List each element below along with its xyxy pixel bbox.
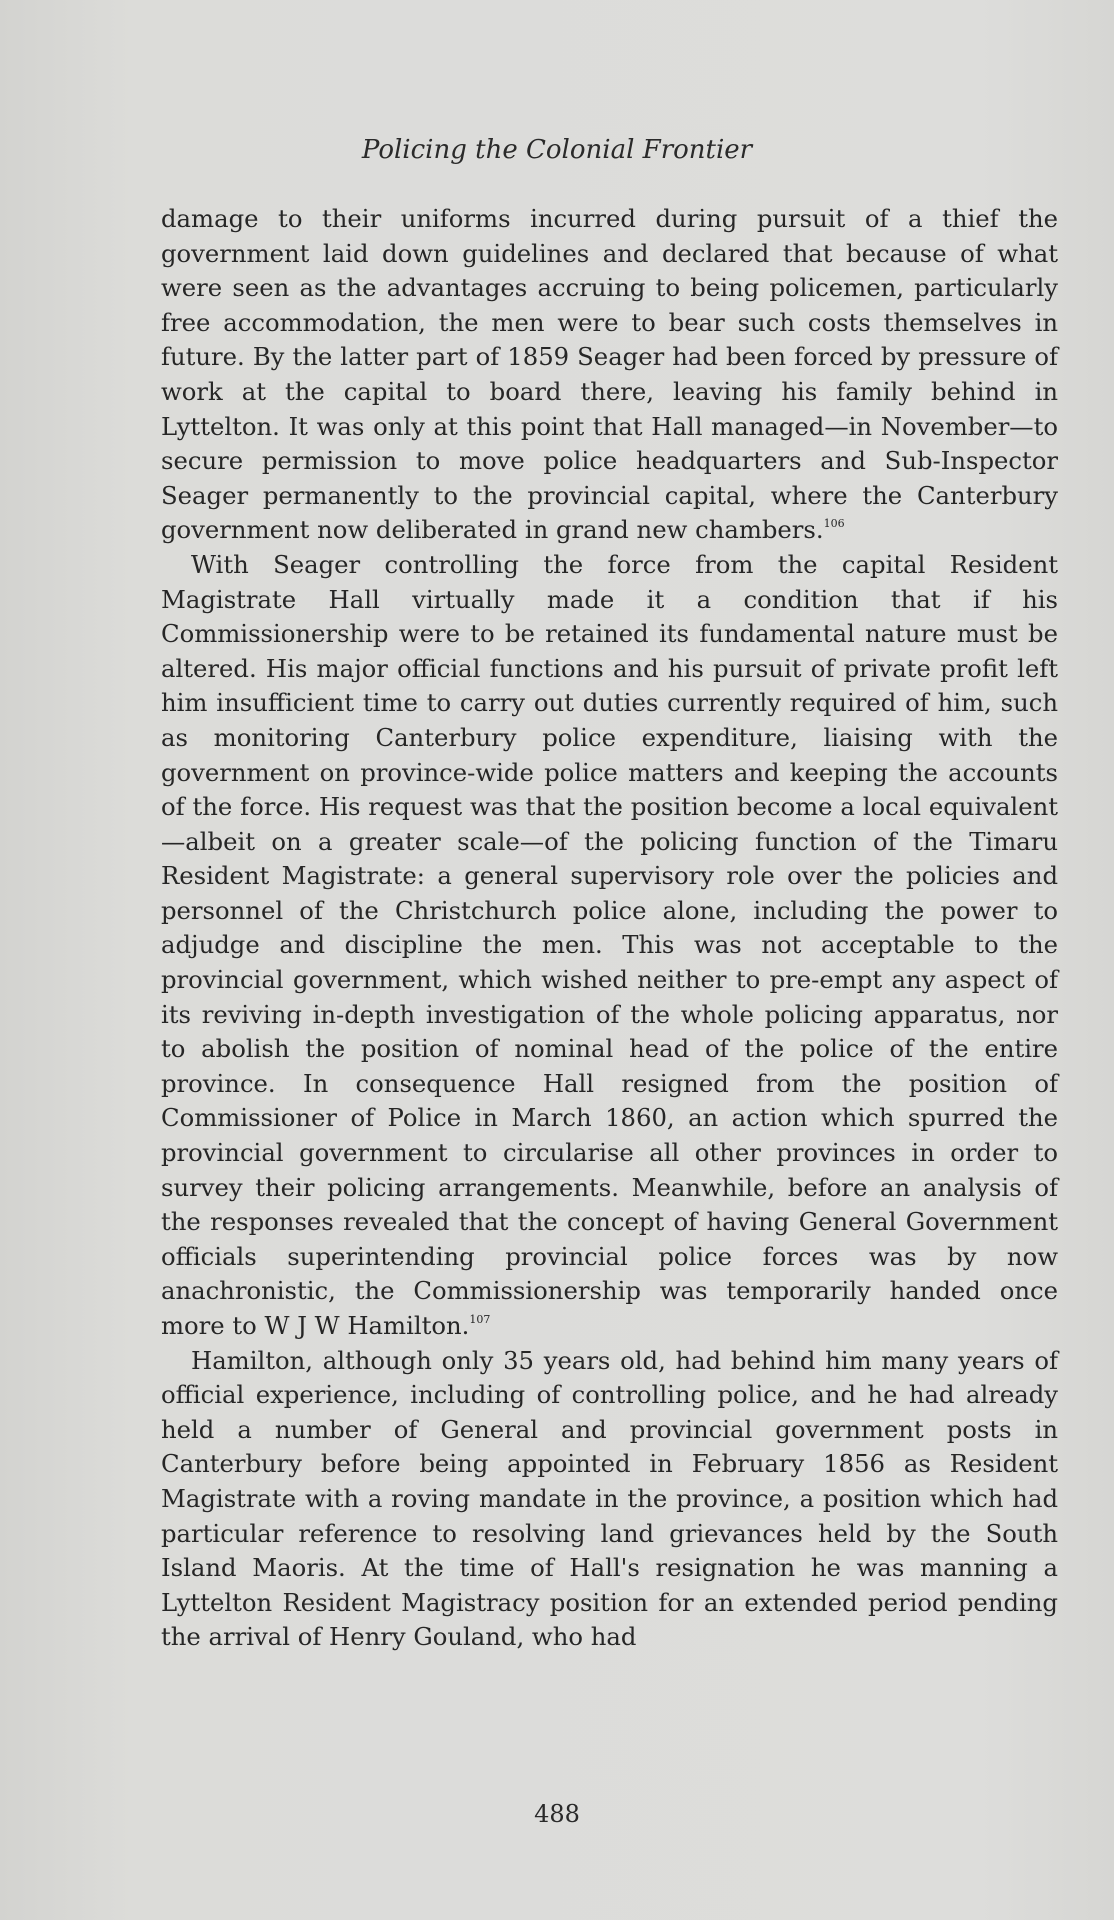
paragraph-text: With Seager controlling the force from the capital Resident Magistrate Hall virtually made it a condition that if his Commissionership were to be retained its fundamental nature must be altered. His major official functions and his pursuit of private profit left him insufficient time to carry out duties currently required of him, such as monitoring Canterbury police expenditure, liaising with the government on province-wide police matters and keeping the accounts of the force. His request was that the position become a local equivalent—albeit on a greater scale—of the policing function of the Timaru Resident Magistrate: a general supervisory role over the policies and personnel of the Christchurch police alone, including the power to adjudge and discipline the men. This was not acceptable to the provincial government, which wished neither to pre-empt any aspect of its reviving in-depth investigation of the whole policing apparatus, nor to abolish the position of nominal head of the police of the entire province. In consequence Hall resigned from the position of Commissioner of Police in March 1860, an action which spurred the provincial government to circularise all other provinces in order to survey their policing arrangements. Meanwhile, before an analysis of the responses revealed that the concept of having General Government officials superintending provincial police forces was by now anachronistic, the Commissionership was temporarily handed once more to W J W Hamilton. xyxy=(161,549,1058,1340)
page-number: 488 xyxy=(534,1800,580,1828)
running-head: Policing the Colonial Frontier xyxy=(361,135,753,165)
paragraph-2 xyxy=(161,548,1058,1344)
body-text xyxy=(161,202,1058,1655)
paragraph-text: Hamilton, although only 35 years old, had behind him many years of official experience, including of controlling police, and he had already held a number of General and provincial government posts in Canterbury before being appointed in February 1856 as Resident Magistrate with a roving mandate in the province, a position which had particular reference to resolving land grievances held by the South Island Maoris. At the time of Hall's resignation he was manning a Lyttelton Resident Magistracy position for an extended period pending the arrival of Henry Gouland, who had xyxy=(161,1345,1058,1652)
paragraph-3 xyxy=(161,1344,1058,1655)
paragraph-text: damage to their uniforms incurred during pursuit of a thief the government laid down guidelines and declared that because of what were seen as the advantages accruing to being policemen, particularly free accommodation, the men were to bear such costs themselves in future. By the latter part of 1859 Seager had been forced by pressure of work at the capital to board there, leaving his family behind in Lyttelton. It was only at this point that Hall managed—in November—to secure permission to move police headquarters and Sub-Inspector Seager permanently to the provincial capital, where the Canterbury government now deliberated in grand new chambers. xyxy=(161,204,1058,545)
footnote-marker: 107 xyxy=(469,1313,491,1326)
paragraph-1 xyxy=(161,202,1058,548)
footnote-marker: 106 xyxy=(823,517,845,531)
